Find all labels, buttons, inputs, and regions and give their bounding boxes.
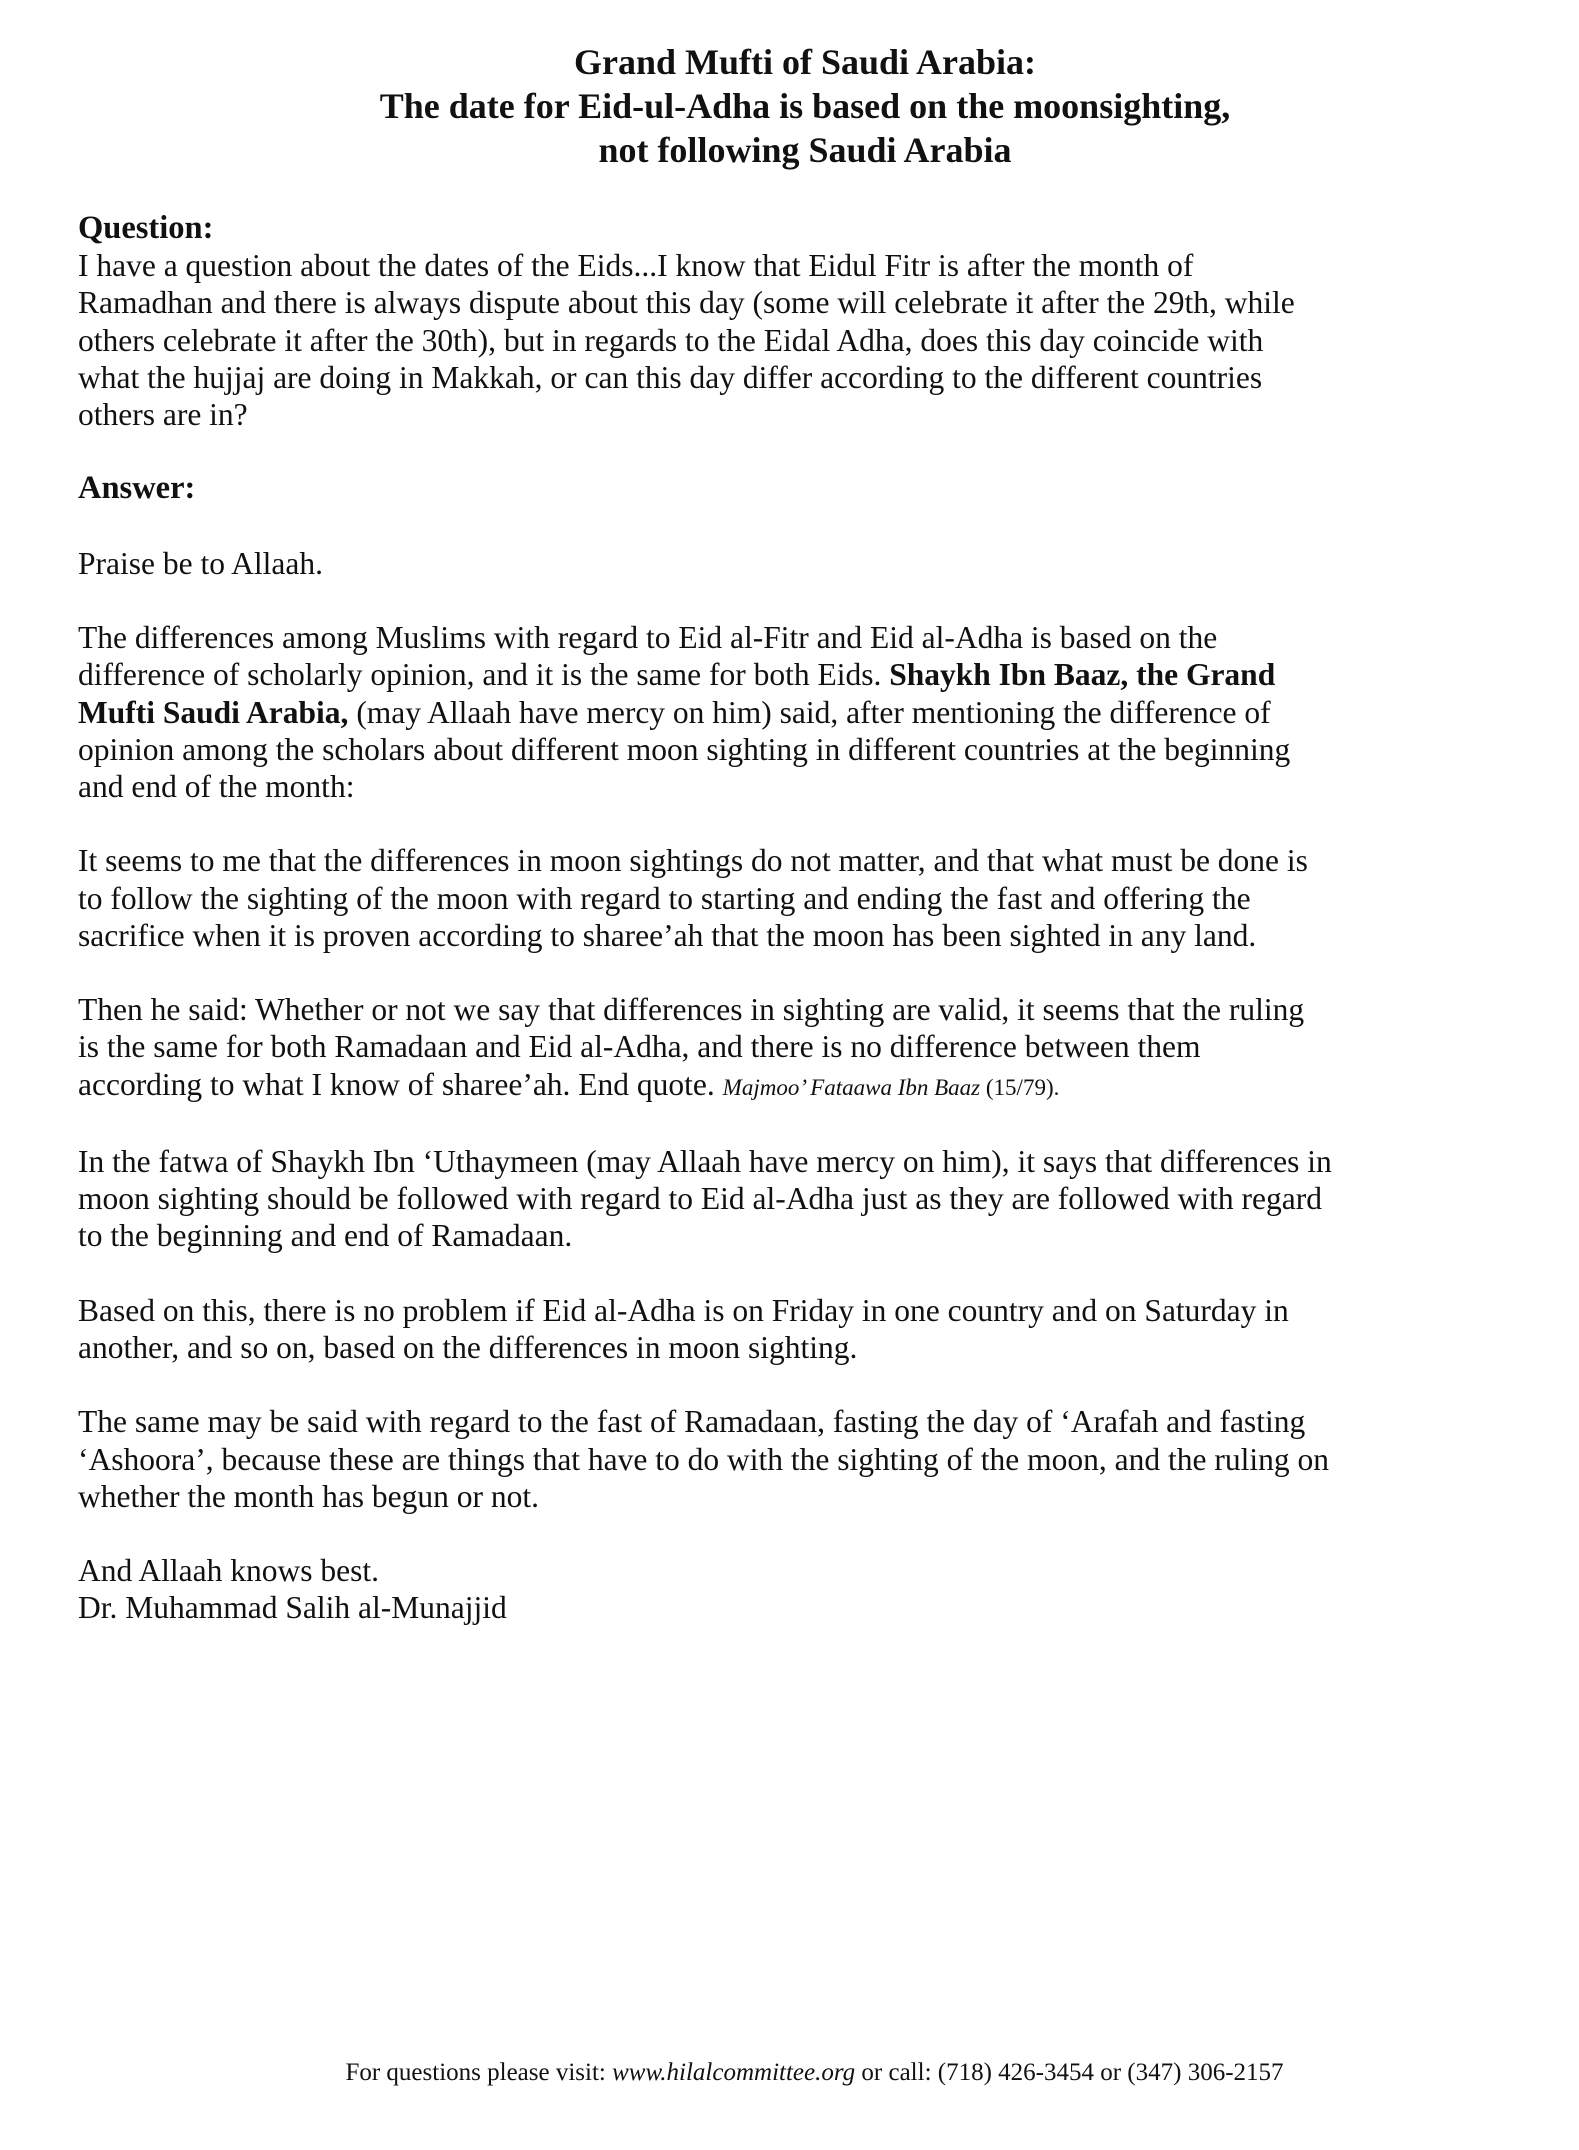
footer-contact bbox=[0, 2058, 1579, 2088]
paragraph-line: In the fatwa of Shaykh Ibn ‘Uthaymeen (may Allaah have mercy on him), it says that differences in bbox=[78, 1143, 1332, 1179]
answer-paragraph-6 bbox=[78, 1403, 1518, 1515]
paragraph-line: The same may be said with regard to the fast of Ramadaan, fasting the day of ‘Arafah and fasting bbox=[78, 1404, 1306, 1440]
citation-reference: (15/79). bbox=[980, 1074, 1060, 1100]
author-signature: Dr. Muhammad Salih al-Munajjid bbox=[78, 1590, 507, 1626]
paragraph-line: The differences among Muslims with regard to Eid al-Fitr and Eid al-Adha is based on the bbox=[78, 620, 1218, 656]
document-body bbox=[78, 210, 1518, 1627]
answer-praise: Praise be to Allaah. bbox=[78, 545, 323, 581]
paragraph-text: according to what I know of sharee’ah. End quote. bbox=[78, 1066, 723, 1102]
answer-paragraph-5 bbox=[78, 1292, 1518, 1366]
bold-scholar-title: Mufti Saudi Arabia, bbox=[78, 694, 349, 730]
paragraph-line: and end of the month: bbox=[78, 769, 355, 804]
bold-scholar-name: Shaykh Ibn Baaz, the Grand bbox=[889, 657, 1276, 693]
closing-line: And Allaah knows best. bbox=[78, 1553, 379, 1589]
footer-phone-numbers: or call: (718) 426-3454 or (347) 306-2157 bbox=[855, 2059, 1284, 2086]
answer-label: Answer: bbox=[78, 470, 196, 507]
paragraph-line: It seems to me that the differences in moon sightings do not matter, and that what must be done is bbox=[78, 843, 1308, 879]
paragraph-line: another, and so on, based on the differences in moon sighting. bbox=[78, 1329, 858, 1365]
paragraph-line: to follow the sighting of the moon with regard to starting and ending the fast and offering the bbox=[78, 880, 1251, 916]
answer-paragraph-3 bbox=[78, 991, 1518, 1106]
question-line: what the hujjaj are doing in Makkah, or can this day differ according to the different countries bbox=[78, 359, 1263, 395]
citation bbox=[723, 1075, 1060, 1100]
paragraph-text: (may Allaah have mercy on him) said, after mentioning the difference of bbox=[348, 694, 1271, 730]
question-line: others celebrate it after the 30th), but in regards to the Eidal Adha, does this day coincide with bbox=[78, 322, 1264, 358]
paragraph-text: difference of scholarly opinion, and it is the same for both Eids. bbox=[78, 657, 890, 693]
question-line: Ramadhan and there is always dispute about this day (some will celebrate it after the 29th, while bbox=[78, 285, 1295, 321]
question-line: others are in? bbox=[78, 397, 248, 433]
website-link[interactable]: www.hilalcommittee.org bbox=[612, 2059, 856, 2086]
paragraph-line: ‘Ashoora’, because these are things that have to do with the sighting of the moon, and the ruling on bbox=[78, 1441, 1329, 1477]
title-line-1: Grand Mufti of Saudi Arabia: bbox=[573, 42, 1037, 82]
paragraph-line: moon sighting should be followed with regard to Eid al-Adha just as they are followed with regard bbox=[78, 1181, 1322, 1217]
footer-prefix: For questions please visit: bbox=[345, 2059, 613, 2086]
paragraph-line bbox=[78, 694, 1518, 731]
paragraph-line: opinion among the scholars about different moon sighting in different countries at the beginning bbox=[78, 731, 1291, 767]
paragraph-line: to the beginning and end of Ramadaan. bbox=[78, 1218, 573, 1254]
paragraph-line: Then he said: Whether or not we say that differences in sighting are valid, it seems that the ruling bbox=[78, 992, 1305, 1028]
answer-paragraph-1 bbox=[78, 619, 1518, 805]
title-line-3: not following Saudi Arabia bbox=[598, 130, 1012, 170]
paragraph-line: sacrifice when it is proven according to sharee’ah that the moon has been sighted in any land. bbox=[78, 917, 1257, 953]
question-line: I have a question about the dates of the Eids...I know that Eidul Fitr is after the month of bbox=[78, 248, 1194, 284]
paragraph-line bbox=[78, 656, 1518, 693]
paragraph-line: is the same for both Ramadaan and Eid al-Adha, and there is no difference between them bbox=[78, 1029, 1201, 1065]
title-line-2: The date for Eid-ul-Adha is based on the moonsighting, bbox=[379, 86, 1231, 126]
paragraph-line: Based on this, there is no problem if Eid al-Adha is on Friday in one country and on Saturday in bbox=[78, 1292, 1289, 1328]
answer-paragraph-4 bbox=[78, 1143, 1518, 1255]
answer-paragraph-2 bbox=[78, 842, 1518, 954]
document-title bbox=[0, 40, 1579, 172]
citation-title: Majmoo’ Fataawa Ibn Baaz bbox=[722, 1074, 981, 1100]
question-label: Question: bbox=[78, 210, 214, 246]
paragraph-line: whether the month has begun or not. bbox=[78, 1478, 540, 1514]
question-text bbox=[78, 247, 1518, 433]
paragraph-line bbox=[78, 1066, 1518, 1106]
